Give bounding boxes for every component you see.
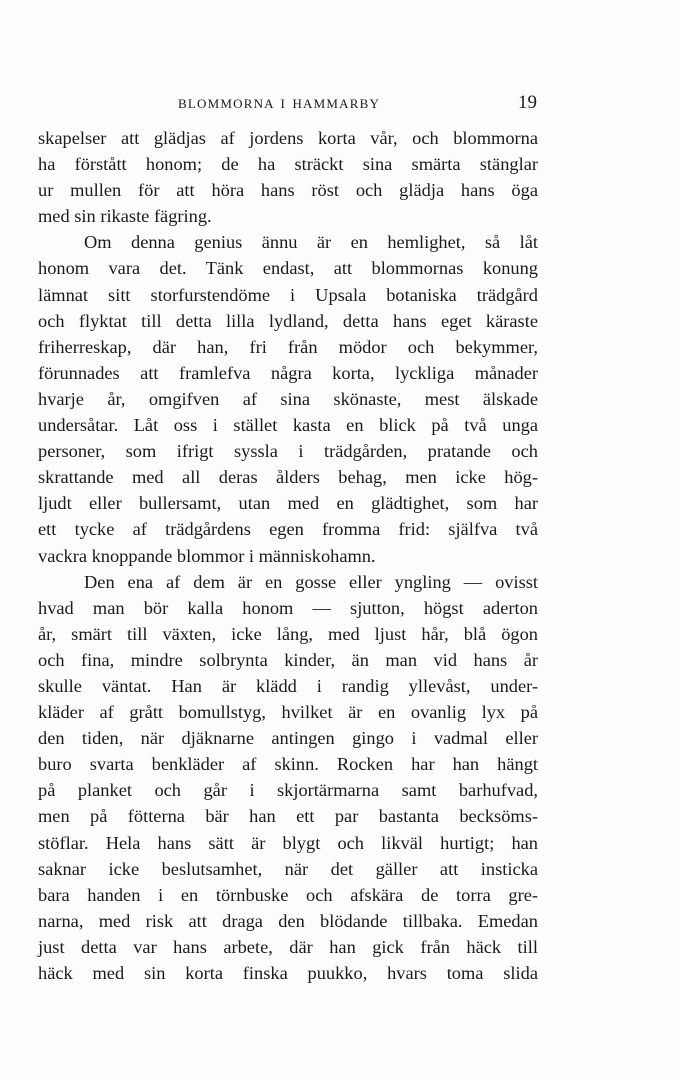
text-line: år, smärt till växten, icke lång, med ljust hår, blå ögon <box>38 623 538 644</box>
page-number: 19 <box>518 92 537 113</box>
body-text <box>38 125 538 986</box>
text-line: på planket och går i skjortärmarna samt barhufvad, <box>38 780 538 801</box>
text-line: skapelser att glädjas af jordens korta vår, och blommorna <box>38 128 538 148</box>
text-line: skulle väntat. Han är klädd i randig yllevåst, under- <box>38 675 538 696</box>
text-line: ur mullen för att höra hans röst och glädja hans öga <box>38 180 538 201</box>
text-line: honom vara det. Tänk endast, att blommornas konung <box>38 258 538 279</box>
text-line: friherreskap, där han, fri från mödor och bekymmer, <box>38 336 538 357</box>
text-line: saknar icke beslutsamhet, när det gäller att insticka <box>38 858 538 879</box>
text-line: men på fötterna bär han ett par bastanta becksöms- <box>38 806 538 827</box>
text-line: undersåtar. Låt oss i stället kasta en blick på två unga <box>38 415 538 436</box>
text-line: häck med sin korta finska puukko, hvars toma slida <box>38 963 538 983</box>
text-line: kläder af grått bomullstyg, hvilket är en ovanlig lyx på <box>38 702 538 723</box>
text-line: buro svarta benkläder af skinn. Rocken har han hängt <box>38 754 538 775</box>
text-line: och fina, mindre solbrynta kinder, än man vid hans år <box>38 649 538 670</box>
text-line: den tiden, när djäknarne antingen gingo i vadmal eller <box>38 728 538 749</box>
text-line: just detta var hans arbete, där han gick från häck till <box>38 936 538 957</box>
running-title: BLOMMORNA I HAMMARBY <box>178 96 381 111</box>
text-line: Om denna genius ännu är en hemlighet, så låt <box>84 232 538 253</box>
text-line: ett tycke af trädgårdens egen fromma frid: själfva två <box>38 519 538 540</box>
text-line: bara handen i en törnbuske och afskära de torra gre- <box>38 884 538 905</box>
text-line: ljudt eller bullersamt, utan med en glädtighet, som har <box>38 493 538 514</box>
text-line: vackra knoppande blommor i människohamn. <box>38 545 376 566</box>
text-line: ha förstått honom; de ha sträckt sina smärta stänglar <box>38 154 538 175</box>
text-line: hvad man bör kalla honom — sjutton, högst aderton <box>38 597 538 618</box>
text-line: stöflar. Hela hans sätt är blygt och likväl hurtigt; han <box>38 832 538 853</box>
text-line: personer, som ifrigt syssla i trädgården, pratande och <box>38 441 538 462</box>
text-line: hvarje år, omgifven af sina skönaste, mest älskade <box>38 388 538 409</box>
text-line: förunnades att framlefva några korta, lyckliga månader <box>38 362 538 383</box>
text-line: skrattande med all deras ålders behag, men icke hög- <box>38 467 538 488</box>
text-line: Den ena af dem är en gosse eller yngling — ovisst <box>84 571 538 592</box>
text-line: och flyktat till detta lilla lydland, detta hans eget käraste <box>38 310 538 331</box>
text-line: lämnat sitt storfurstendöme i Upsala botaniska trädgård <box>38 284 538 305</box>
running-header <box>0 92 680 116</box>
text-line: narna, med risk att draga den blödande tillbaka. Emedan <box>38 910 538 931</box>
text-line: med sin rikaste fägring. <box>38 206 212 227</box>
